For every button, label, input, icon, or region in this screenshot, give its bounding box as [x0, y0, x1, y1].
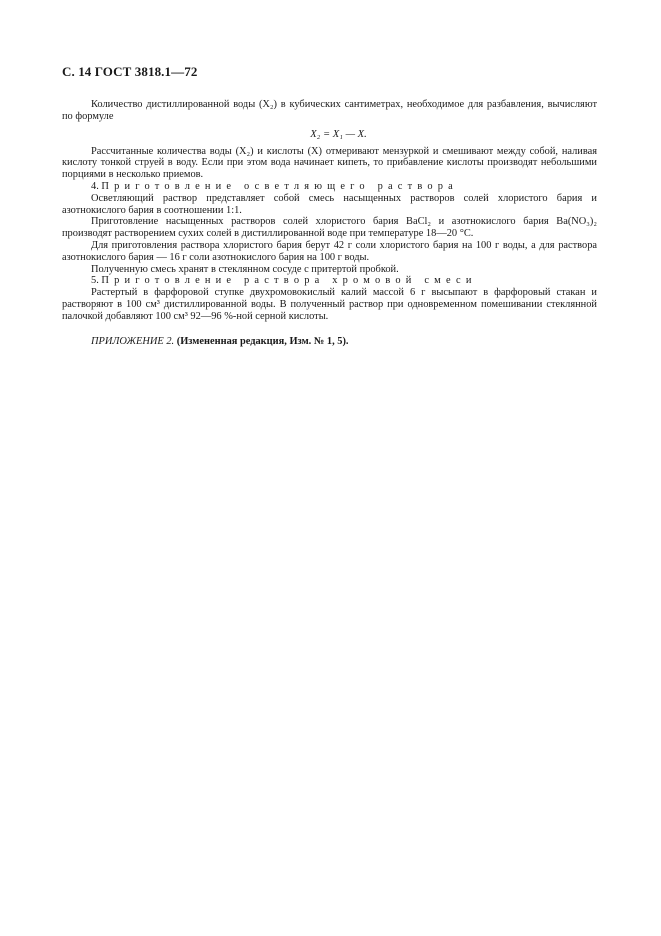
intro-paragraph: Количество дистиллированной воды (X₂) в кубических сантиметрах, необходимое для разбавления, вычисляют по формуле [62, 99, 597, 122]
appendix-note [62, 336, 597, 348]
section-5-number: 5. [91, 275, 99, 287]
appendix-label: ПРИЛОЖЕНИЕ 2. [91, 335, 175, 347]
section-4-title: Приготовление осветляющего раствора [101, 180, 458, 192]
section-4-paragraph-4: Полученную смесь хранят в стеклянном сосуде с притертой пробкой. [91, 263, 399, 275]
section-5-heading [62, 275, 597, 287]
section-4-paragraph-2: Приготовление насыщенных растворов солей хлористого бария BaCl₂ и азотнокислого бария Ba(NO₃)₂ производят растворением сухих солей в дистиллированной воде при температуре 18—20 °С. [62, 216, 597, 240]
section-4-number: 4. [91, 180, 99, 192]
section-4-paragraph-1: Осветляющий раствор представляет собой смесь насыщенных растворов солей хлористого бария и азотнокислого бария в соотношении 1:1. [62, 192, 597, 216]
page-header: С. 14 ГОСТ 3818.1—72 [62, 64, 198, 79]
section-4-heading [62, 181, 597, 193]
document-page [62, 64, 597, 348]
section-4-paragraph-3: Для приготовления раствора хлористого бария берут 42 г соли хлористого бария на 100 г воды, а для раствора азотнокислого бария — 16 г соли азотнокислого бария на 100 г воды. [62, 239, 597, 263]
section-5-paragraph-1: Растертый в фарфоровой ступке двухромовокислый калий массой 6 г высыпают в фарфоровый стакан и растворяют в 100 см³ дистиллированной воды. В полученный раствор при одновременном помешивании стеклянной палочкой добавляют 100 см³ 92—96 %-ной серной кислоты. [62, 287, 597, 322]
revision-note: (Измененная редакция, Изм. № 1, 5). [176, 335, 349, 347]
formula: X₂ = X₁ — X. [310, 128, 367, 140]
calculation-paragraph: Рассчитанные количества воды (X₂) и кислоты (X) отмеривают мензуркой и смешивают между собой, наливая кислоту тонкой струей в воду. Если при этом вода начинает кипеть, то прибавление кислоты производят небольшими порциями в несколько приемов. [62, 145, 597, 181]
section-5-title: Приготовление раствора хромовой смеси [101, 275, 477, 287]
